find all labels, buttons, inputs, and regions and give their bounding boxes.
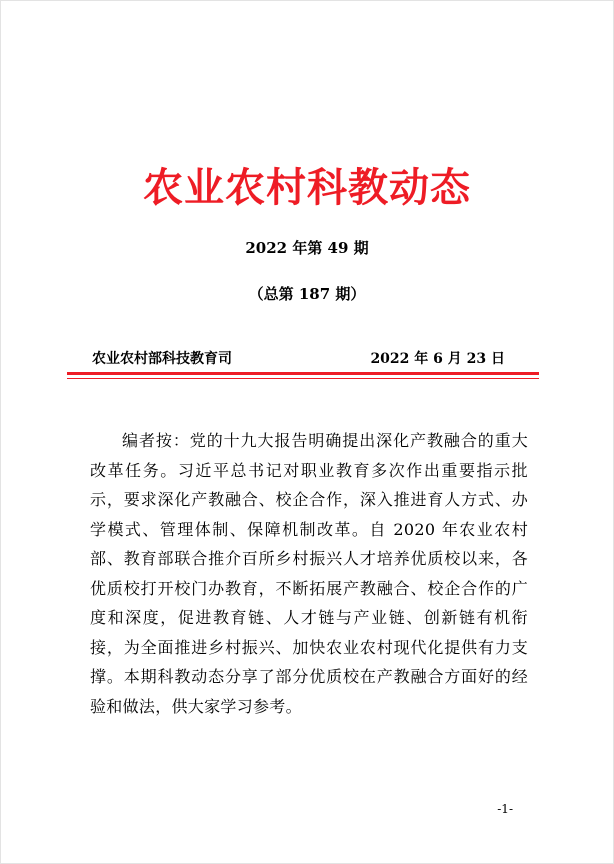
publisher: 农业农村部科技教育司 [92,351,232,367]
editor-note: 编者按：党的十九大报告明确提出深化产教融合的重大改革任务。习近平总书记对职业教育多次作出重要指示批示，要求深化产教融合、校企合作，深入推进育人方式、办学模式、管理体制、保障机制改革。自 2020 年农业农村部、教育部联合推介百所乡村振兴人才培养优质校以来，各优质校打开校门办教育，不断拓展产教融合、校企合作的广度和深度，促进教育链、人才链与产业链、创新链有机衔接，为全面推进乡村振兴、加快农业农村现代化提供有力支撑。本期科教动态分享了部分优质校在产教融合方面好的经验和做法，供大家学习参考。 [90,431,528,716]
header-rule-thick [67,372,539,375]
issue-date: 2022 年 6 月 23 日 [370,351,505,367]
issue-number: 2022 年第 49 期 [245,239,369,257]
masthead-title: 农业农村科教动态 [143,165,471,211]
page-number: -1- [497,802,513,816]
header-rule-thin [67,378,539,379]
total-issue-number: （总第 187 期） [248,285,366,303]
